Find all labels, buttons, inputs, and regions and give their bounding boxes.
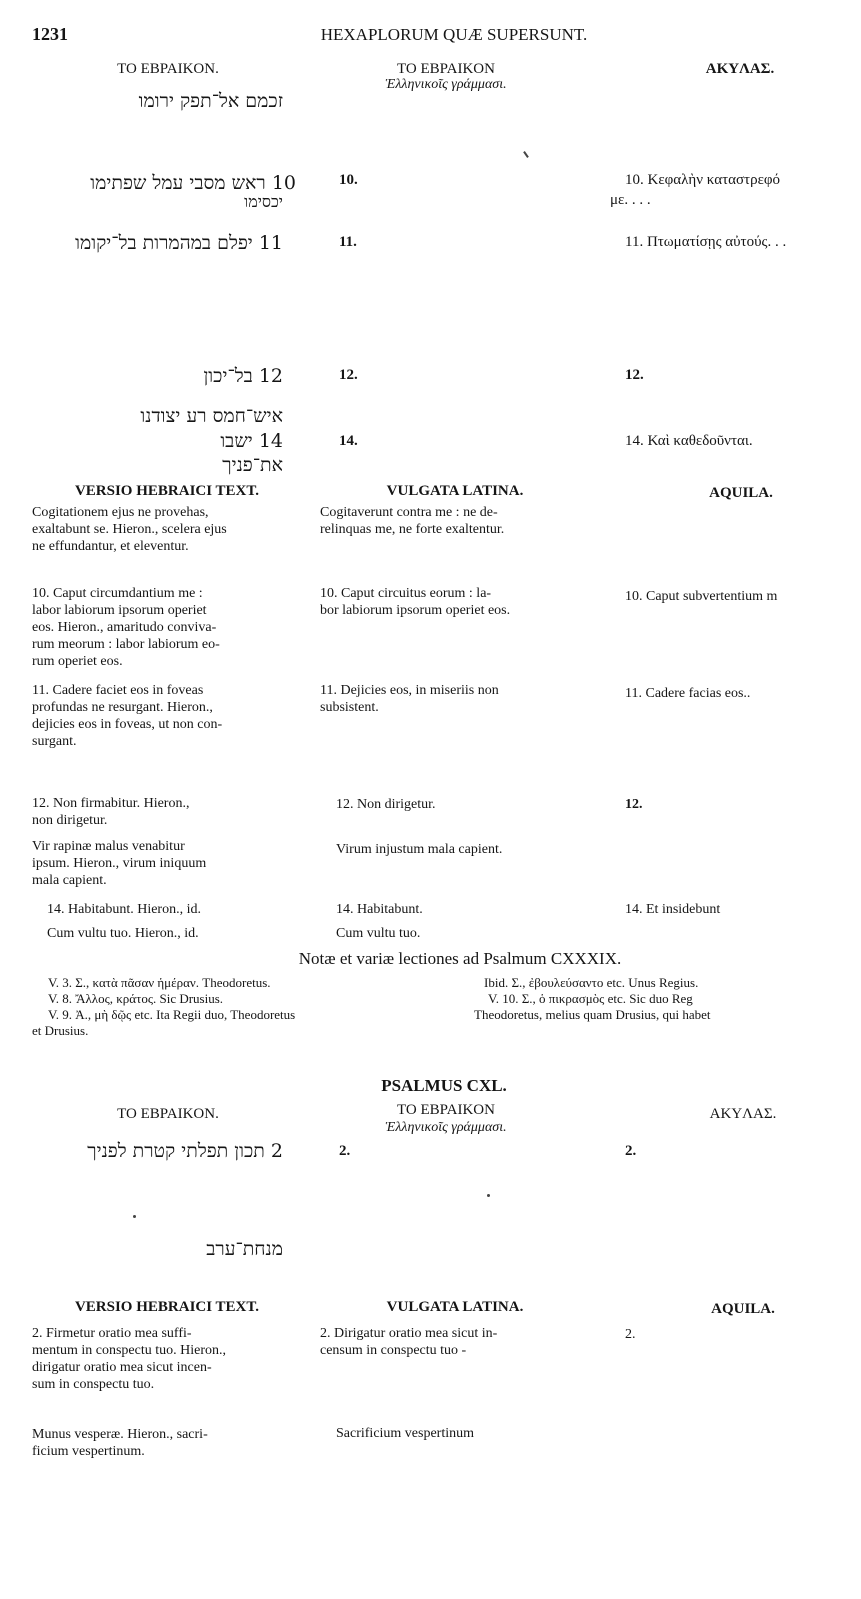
s2-col-head-hebrew: TO EBPAIKON. — [117, 1106, 219, 1122]
vulgata-v10-line: 10. Caput circuitus eorum : la- — [320, 586, 492, 601]
s2-versio-v2-line: 2. Firmetur oratio mea suffi- — [32, 1326, 192, 1341]
notes-left-line: V. 9. Ἀ., μὴ δῷς etc. Ita Regii duo, Theodoretus — [48, 1007, 296, 1022]
s2-hebrew-line-2b: מנחת־ערב — [206, 1238, 283, 1260]
hebrew-line-9: זכמם אל־תפק ירומו — [138, 90, 283, 112]
versio-v13-line: ipsum. Hieron., virum iniquum — [32, 856, 207, 871]
s2-versio-v2b-line: Munus vesperæ. Hieron., sacri- — [32, 1427, 208, 1442]
s2-hebrew-line-2: 2 תכון תפלתי קטרת לפניך — [87, 1140, 283, 1162]
aquila-lat-v11: 11. Cadere facias eos.. — [625, 686, 751, 701]
aquila-greek-12: 12. — [625, 367, 644, 383]
aquila-lat-v12: 12. — [625, 797, 643, 812]
versio-v9-line: ne effundantur, et eleventur. — [32, 539, 189, 554]
versio-v11 — [32, 682, 222, 750]
notes-title: Notæ et variæ lectiones ad Psalmum CXXXIX. — [298, 949, 622, 968]
versio-v10-line: rum operiet eos. — [32, 654, 123, 669]
s2-latin-head-versio: VERSIO HEBRAICI TEXT. — [74, 1299, 260, 1315]
translit-num-10: 10. — [339, 172, 358, 188]
hebrew-line-12: 12 בל־יכון — [203, 365, 283, 387]
s2-versio-v2b — [32, 1426, 208, 1460]
s2-col-head-aquila-greek: AKYΛAΣ. — [709, 1106, 777, 1122]
versio-v11-line: surgant. — [32, 734, 77, 749]
notes-right-line: Ibid. Σ., ἐβουλεύσαντο etc. Unus Regius. — [484, 975, 699, 990]
s2-versio-v2 — [32, 1325, 226, 1393]
versio-v10-line: labor labiorum ipsorum operiet — [32, 603, 207, 618]
vulgata-v11 — [320, 682, 499, 716]
hebrew-line-14: 14 ישבו — [220, 430, 283, 452]
vulgata-v11-line: subsistent. — [320, 700, 379, 715]
aquila-greek-14: 14. Καὶ καθεδοῦνται. — [625, 433, 753, 449]
versio-v14: 14. Habitabunt. Hieron., id. — [47, 902, 201, 917]
s2-latin-head-vulgata: VULGATA LATINA. — [386, 1299, 524, 1315]
versio-v13-line: Vir rapinæ malus venabitur — [32, 839, 185, 854]
s2-aquila-lat-v2: 2. — [625, 1327, 636, 1342]
versio-v9-line: exaltabunt se. Hieron., scelera ejus — [32, 522, 227, 537]
notes-right-line: V. 10. Σ., ὁ πικρασμὸς etc. Sic duo Reg — [488, 991, 693, 1006]
versio-v12 — [32, 795, 189, 829]
vulgata-v10 — [320, 585, 510, 619]
col-head-hebrew: TO EBPAIKON. — [117, 61, 219, 77]
versio-v12-line: 12. Non firmabitur. Hieron., — [32, 796, 190, 811]
s2-versio-v2-line: dirigatur oratio mea sicut incen- — [32, 1360, 212, 1375]
aquila-lat-v14: 14. Et insidebunt — [625, 902, 721, 917]
s2-versio-v2b-line: ficium vespertinum. — [32, 1444, 145, 1459]
vulgata-v13: Virum injustum mala capient. — [336, 842, 503, 857]
vulgata-v14: 14. Habitabunt. — [336, 902, 423, 917]
versio-v14b: Cum vultu tuo. Hieron., id. — [47, 926, 199, 941]
s2-aquila-greek-2: 2. — [625, 1143, 637, 1159]
versio-v12-line: non dirigetur. — [32, 813, 108, 828]
notes-right — [474, 975, 711, 1023]
aquila-greek-11: 11. Πτωματίσῃς αὐτούς. . . — [625, 234, 787, 250]
translit-num-11: 11. — [339, 234, 357, 250]
s2-col-head-hebrew-greek-sub: Ἑλληνικοῖς γράμμασι. — [385, 1120, 507, 1135]
latin-head-aquila: AQUILA. — [709, 485, 773, 501]
notes-left-line: et Drusius. — [32, 1023, 89, 1038]
versio-v10-line: 10. Caput circumdantium me : — [32, 586, 203, 601]
notes-left-line: V. 8. Ἄλλος, κράτος. Sic Drusius. — [48, 991, 224, 1006]
versio-v9-line: Cogitationem ejus ne provehas, — [32, 505, 209, 520]
col-head-hebrew-greek-sub: Ἑλληνικοῖς γράμμασι. — [385, 77, 507, 92]
versio-v10-line: eos. Hieron., amaritudo conviva- — [32, 620, 217, 635]
versio-v13-line: mala capient. — [32, 873, 107, 888]
page-number: 1231 — [32, 24, 68, 44]
aquila-lat-v10: 10. Caput subvertentium m — [625, 589, 778, 604]
aquila-greek-10: 10. Κεφαλὴν καταστρεφό — [625, 172, 781, 188]
col-head-hebrew-greek: TO EBPAIKON — [397, 61, 495, 77]
running-title: HEXAPLORUM QUÆ SUPERSUNT. — [320, 25, 588, 44]
stray-mark — [523, 151, 529, 158]
notes-left-line: V. 3. Σ., κατὰ πᾶσαν ἡμέραν. Theodoretus. — [48, 975, 271, 990]
vulgata-v12: 12. Non dirigetur. — [336, 797, 436, 812]
notes-left — [48, 975, 295, 1023]
s2-versio-v2-line: mentum in conspectu tuo. Hieron., — [32, 1343, 227, 1358]
vulgata-v9-line: relinquas me, ne forte exaltentur. — [320, 522, 505, 537]
psalm-title: PSALMUS CXL. — [381, 1076, 507, 1095]
vulgata-v9 — [320, 504, 504, 538]
s2-vulgata-v2b: Sacrificium vespertinum — [336, 1426, 475, 1441]
s2-vulgata-v2-line: 2. Dirigatur oratio mea sicut in- — [320, 1326, 498, 1341]
latin-head-versio: VERSIO HEBRAICI TEXT. — [74, 483, 260, 499]
stray-dot — [487, 1194, 490, 1197]
versio-v10-line: rum meorum : labor labiorum eo- — [32, 637, 220, 652]
vulgata-v14b: Cum vultu tuo. — [336, 926, 421, 941]
vulgata-v9-line: Cogitaverunt contra me : ne de- — [320, 505, 498, 520]
translit-num-12: 12. — [339, 367, 358, 383]
hebrew-line-13: איש־חמס רע יצודנו — [140, 405, 283, 427]
versio-v11-line: profundas ne resurgant. Hieron., — [32, 700, 213, 715]
vulgata-v10-line: bor labiorum ipsorum operiet eos. — [320, 603, 511, 618]
stray-dot — [133, 1215, 136, 1218]
s2-col-head-hebrew-greek: TO EBPAIKON — [397, 1102, 495, 1118]
translit-num-14: 14. — [339, 433, 358, 449]
versio-v11-line: dejicies eos in foveas, ut non con- — [32, 717, 223, 732]
versio-v11-line: 11. Cadere faciet eos in foveas — [32, 683, 204, 698]
s2-latin-head-aquila: AQUILA. — [711, 1301, 775, 1317]
s2-versio-v2-line: sum in conspectu tuo. — [32, 1377, 155, 1392]
s2-vulgata-v2 — [320, 1325, 497, 1359]
versio-v10 — [32, 585, 220, 670]
versio-v13 — [32, 838, 206, 889]
latin-head-vulgata: VULGATA LATINA. — [386, 483, 524, 499]
hebrew-line-11: 11 יפלם במהמרות בל־יקומו — [75, 232, 283, 254]
s2-vulgata-v2-line: censum in conspectu tuo - — [320, 1343, 467, 1358]
hebrew-line-10b: יכסימו — [244, 192, 283, 211]
notes-right-line: Theodoretus, melius quam Drusius, qui habet — [474, 1007, 711, 1022]
versio-v9 — [32, 504, 227, 555]
vulgata-v11-line: 11. Dejicies eos, in miseriis non — [320, 683, 499, 698]
col-head-aquila-greek: AKYΛAΣ. — [705, 61, 775, 77]
hebrew-line-14b: את־פניך — [222, 454, 283, 476]
hebrew-line-10: 10 ראש מסבי עמל שפתימו — [90, 172, 296, 194]
aquila-greek-10b: με. . . . — [610, 192, 651, 208]
s2-translit-num-2: 2. — [339, 1143, 351, 1159]
